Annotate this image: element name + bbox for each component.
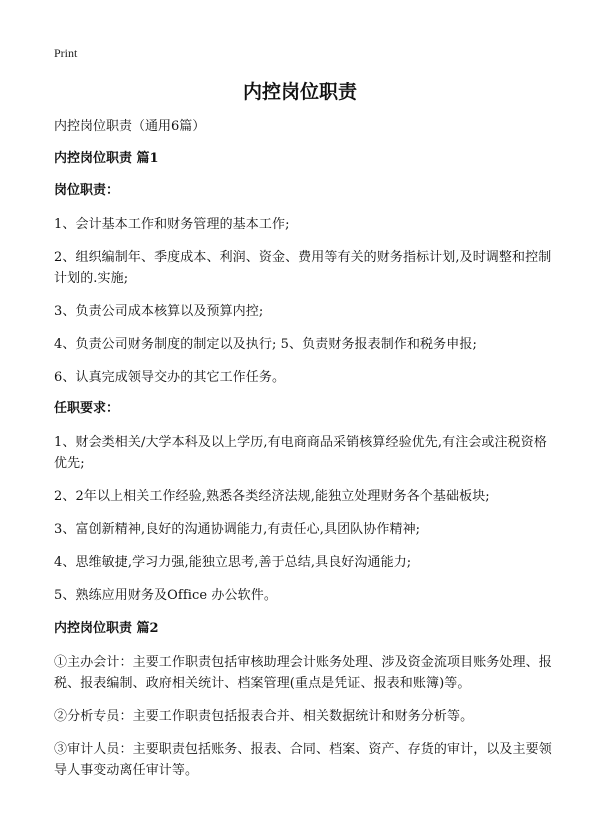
section-2-heading: 内控岗位职责 篇2 bbox=[54, 621, 159, 636]
requirement-item: 4、思维敏捷,学习力强,能独立思考,善于总结,具良好沟通能力; bbox=[54, 555, 412, 570]
document-content bbox=[54, 118, 554, 793]
section-1 bbox=[54, 150, 554, 606]
print-label: Print bbox=[54, 46, 78, 60]
duty-item: 3、负责公司成本核算以及预算内控; bbox=[54, 304, 264, 319]
role-item: ①主办会计：主要工作职责包括审核助理会计账务处理、涉及资金流项目账务处理、报税、报表编制、政府相关统计、档案管理(重点是凭证、报表和账簿)等。 bbox=[54, 655, 552, 691]
requirement-item: 2、2年以上相关工作经验,熟悉各类经济法规,能独立处理财务各个基础板块; bbox=[54, 489, 490, 504]
requirement-item: 1、财会类相关/大学本科及以上学历,有电商商品采销核算经验优先,有注会或注税资格优先; bbox=[54, 435, 547, 471]
duty-item: 6、认真完成领导交办的其它工作任务。 bbox=[54, 370, 286, 385]
document-title: 内控岗位职责 bbox=[242, 81, 357, 103]
requirement-heading: 任职要求： bbox=[54, 401, 120, 416]
role-item: ②分析专员：主要工作职责包括报表合并、相关数据统计和财务分析等。 bbox=[54, 709, 474, 724]
duty-item: 2、组织编制年、季度成本、利润、资金、费用等有关的财务指标计划,及时调整和控制计划的.实施; bbox=[54, 250, 552, 286]
duty-heading: 岗位职责： bbox=[54, 183, 120, 198]
role-item: ③审计人员：主要职责包括账务、报表、合同、档案、资产、存货的审计，以及主要领导人事变动离任审计等。 bbox=[54, 742, 552, 778]
requirement-item: 3、富创新精神,良好的沟通协调能力,有责任心,具团队协作精神; bbox=[54, 522, 421, 537]
section-1-heading: 内控岗位职责 篇1 bbox=[54, 151, 159, 166]
duty-item: 4、负责公司财务制度的制定以及执行; 5、负责财务报表制作和税务申报; bbox=[54, 337, 477, 352]
requirement-item: 5、熟练应用财务及Office 办公软件。 bbox=[54, 588, 277, 603]
intro-line: 内控岗位职责（通用6篇） bbox=[54, 119, 206, 134]
section-2 bbox=[54, 620, 554, 781]
duty-item: 1、会计基本工作和财务管理的基本工作; bbox=[54, 217, 290, 232]
